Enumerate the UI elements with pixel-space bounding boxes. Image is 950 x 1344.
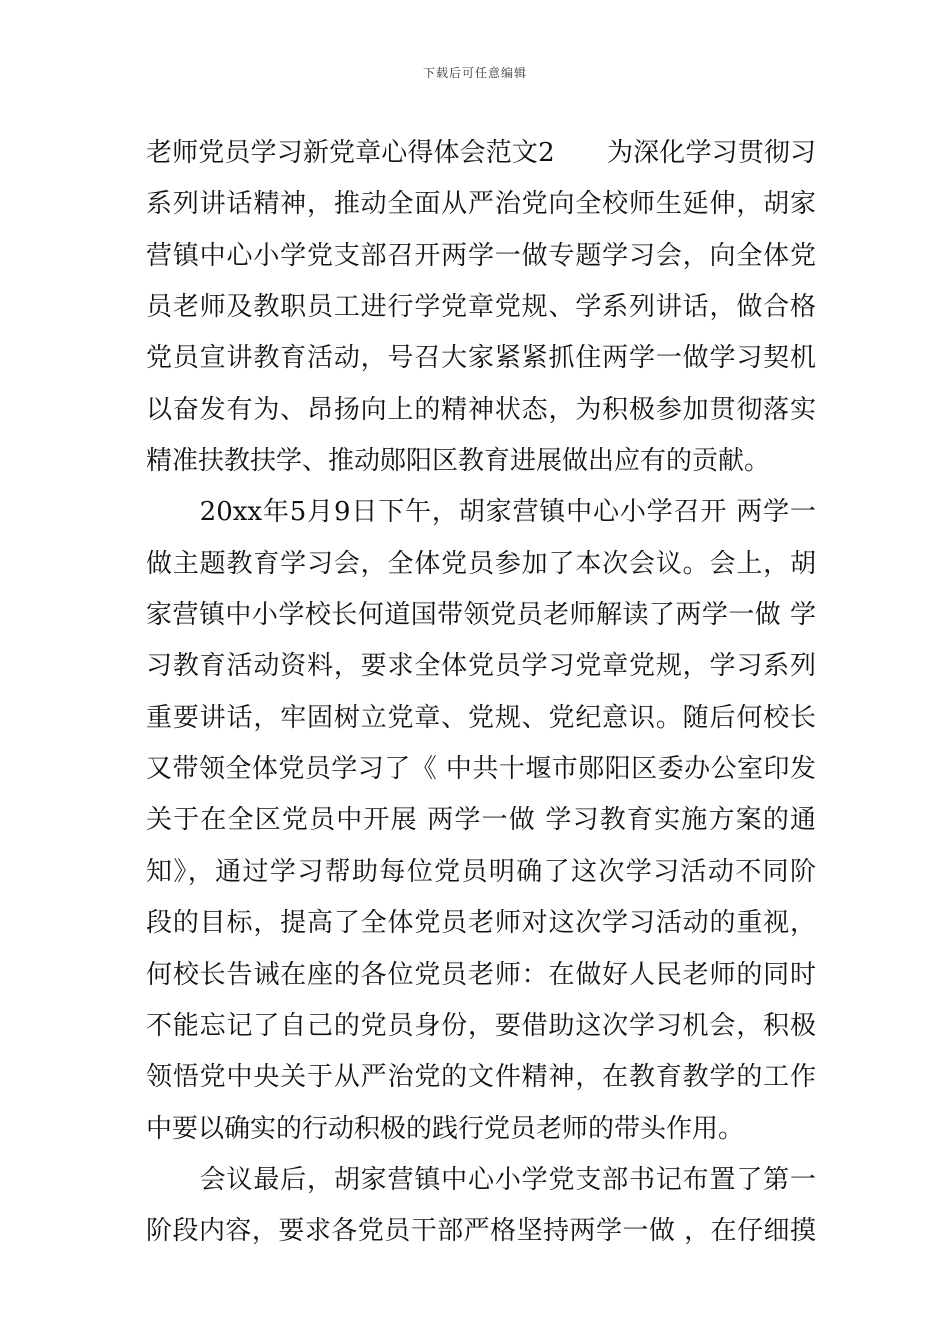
text-line: 中要以确实的行动积极的践行党员老师的带头作用。 [146,1113,745,1144]
text-line: 领悟党中央关于从严治党的文件精神，在教育教学的工作 [146,1062,816,1093]
text-line: 做主题教育学习会，全体党员参加了本次会议。会上，胡 [146,548,816,579]
text-line: 不能忘记了自己的党员身份，要借助这次学习机会，积极 [146,1010,816,1041]
text-line: 会议最后，胡家营镇中心小学党支部书记布置了第一 [146,1164,816,1195]
text-line: 关于在全区党员中开展 两学一做 学习教育实施方案的通 [146,805,816,836]
text-line: 20xx年5月9日下午，胡家营镇中心小学召开 两学一 [146,497,816,528]
text-line: 营镇中心小学党支部召开两学一做专题学习会，向全体党 [146,240,816,271]
text-line: 又带领全体党员学习了《 中共十堰市郧阳区委办公室印发 [146,754,816,785]
text-line: 老师党员学习新党章心得体会范文2 为深化学习贯彻习 [146,138,816,168]
text-line: 阶段内容，要求各党员干部严格坚持两学一做 ，在仔细摸 [146,1216,816,1247]
text-line: 习教育活动资料，要求全体党员学习党章党规，学习系列 [146,651,816,682]
text-line: 员老师及教职员工进行学党章党规、学系列讲话，做合格 [146,292,816,323]
document-body [146,128,816,1258]
text-line: 精准扶教扶学、推动郧阳区教育进展做出应有的贡献。 [146,446,771,477]
page-header-note: 下载后可任意编辑 [422,66,527,80]
text-line: 何校长告诫在座的各位党员老师：在做好人民老师的同时 [146,959,816,990]
text-line: 党员宣讲教育活动，号召大家紧紧抓住两学一做学习契机 [146,343,816,374]
text-line: 以奋发有为、昂扬向上的精神状态，为积极参加贯彻落实 [146,394,816,425]
text-line: 知》，通过学习帮助每位党员明确了这次学习活动不同阶 [146,856,816,887]
text-line: 段的目标，提高了全体党员老师对这次学习活动的重视， [146,908,816,939]
text-line: 系列讲话精神，推动全面从严治党向全校师生延伸，胡家 [146,189,816,220]
text-line: 重要讲话，牢固树立党章、党规、党纪意识。随后何校长 [146,702,816,733]
text-line: 家营镇中小学校长何道国带领党员老师解读了两学一做 学 [146,600,816,631]
